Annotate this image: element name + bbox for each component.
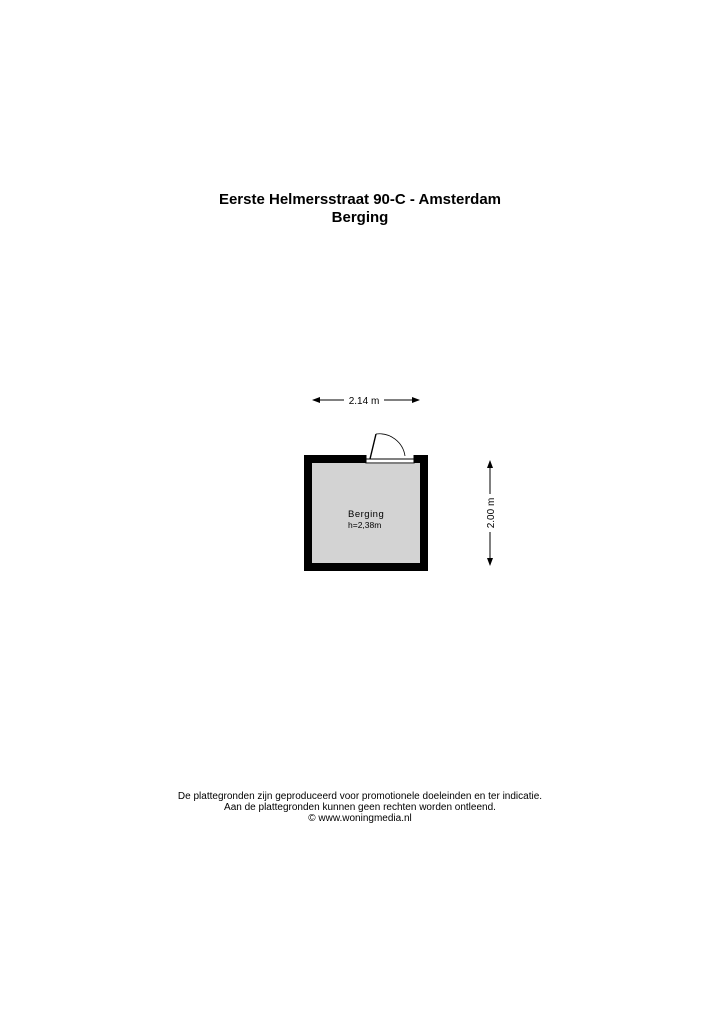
width-dimension <box>313 396 419 407</box>
depth-dimension-label: 2.00 m <box>486 497 497 529</box>
floor-title: Berging <box>331 209 389 226</box>
room-berging <box>304 434 428 571</box>
room-height-label: h=2,38m <box>348 520 382 530</box>
room-name-label: Berging <box>348 509 385 520</box>
page-title: Eerste Helmersstraat 90-C - Amsterdam <box>218 191 502 208</box>
disclaimer-line-1: De plattegronden zijn geproduceerd voor promotionele doeleinden en ter indicatie. <box>177 791 543 802</box>
disclaimer-line-2: Aan de plattegronden kunnen geen rechten worden ontleend. <box>224 802 496 813</box>
width-dimension-label: 2.14 m <box>348 396 380 407</box>
copyright-line: © www.woningmedia.nl <box>308 813 412 824</box>
door-threshold <box>366 459 414 463</box>
depth-dimension <box>486 461 497 565</box>
door-swing-arc <box>376 434 405 456</box>
